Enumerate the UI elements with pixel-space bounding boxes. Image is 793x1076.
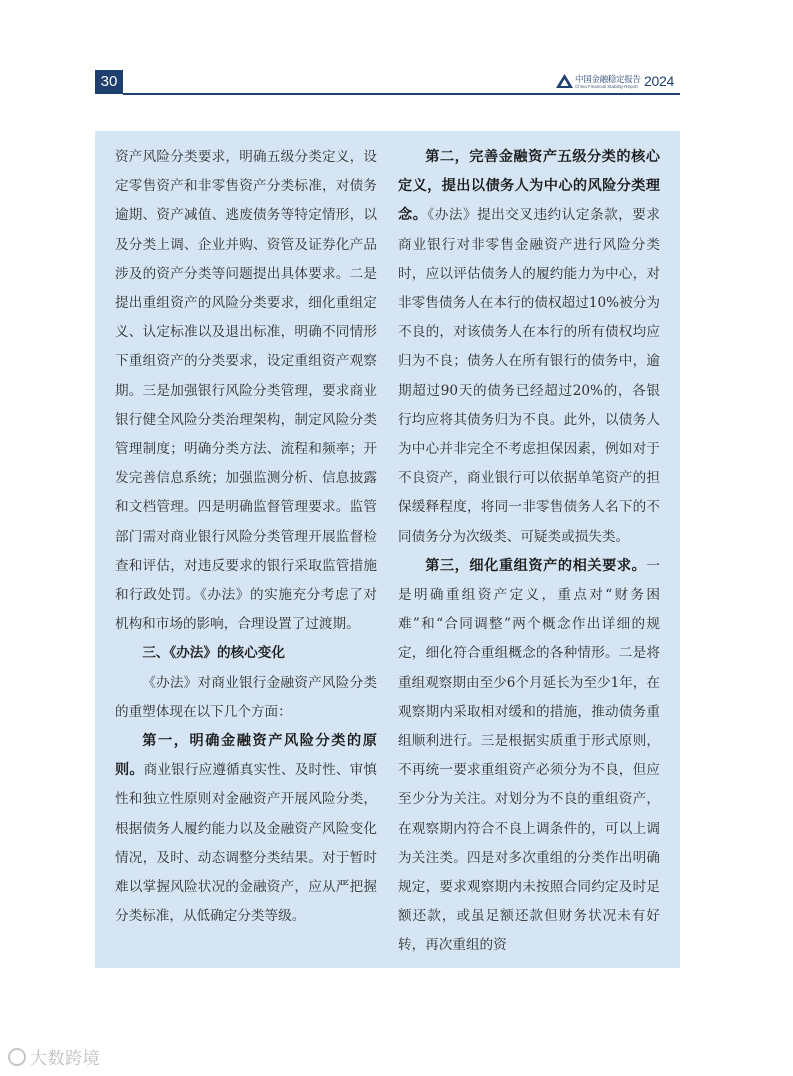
watermark-logo-icon xyxy=(8,1048,26,1066)
header-rule xyxy=(123,93,680,95)
core-definition-text: 《办法》提出交叉违约认定条款，要求商业银行对非零售金融资产进行风险分类时，应以评估债务人的履约能力为中心，对非零售债务人在本行的债权超过10%被分为不良的，对该债务人在本行的所有债权均应归为不良；债务人在所有银行的债务中，逾期超过90天的债务已经超过20%的，各银行均应将其债务归为不良。此外，以债务人为中心并非完全不考虑担保因素，例如对于不良资产，商业银行可以依据单笔资产的担保缓释程度，将同一非零售债务人名下的不同债务分为次级类、可疑类或损失类。 xyxy=(398,207,660,545)
right-paragraph-2 xyxy=(398,552,660,961)
left-paragraph-1: 资产风险分类要求，明确五级分类定义，设定零售资产和非零售资产分类标准，对债务逾期、资产减值、逃废债务等特定情形，以及分类上调、企业并购、资管及证券化产品涉及的资产分类等问题提出具体要求。二是提出重组资产的风险分类要求，细化重组定义、认定标准以及退出标准，明确不同情形下重组资产的分类要求，设定重组资产观察期。三是加强银行风险分类管理，要求商业银行健全风险分类治理架构，制定风险分类管理制度；明确分类方法、流程和频率；开发完善信息系统；加强监测分析、信息披露和文档管理。四是明确监督管理要求。监管部门需对商业银行风险分类管理开展监督检查和评估，对违反要求的银行采取监管措施和行政处罚。《办法》的实施充分考虑了对机构和市场的影响，合理设置了过渡期。 xyxy=(115,149,377,633)
watermark xyxy=(8,1044,100,1069)
restructured-assets-title: 第三，细化重组资产的相关要求。 xyxy=(425,557,647,574)
left-column xyxy=(115,143,377,931)
left-paragraph-2: 《办法》对商业银行金融资产风险分类的重塑体现在以下几个方面： xyxy=(115,674,377,720)
brand-year: 2024 xyxy=(644,73,674,89)
section-heading: 三、《办法》的核心变化 xyxy=(142,645,285,662)
watermark-text: 大数跨境 xyxy=(30,1049,100,1069)
restructured-assets-text: 一是明确重组资产定义，重点对“财务困难”和“合同调整”两个概念作出详细的规定，细化符合重组概念的各种情形。二是将重组观察期由至少6个月延长为至少1年，在观察期内采取相对缓和的措施，推动债务重组顺利进行。三是根据实质重于形式原则，不再统一要求重组资产必须分为不良，但应至少分为关注。对划分为不良的重组资产，在观察期内符合不良上调条件的，可以上调为关注类。四是对多次重组的分类作出明确规定，要求观察期内未按照合同约定及时足额还款，或虽足额还款但财务状况未有好转，再次重组的资 xyxy=(398,557,660,954)
right-column xyxy=(398,143,660,961)
page-number: 30 xyxy=(95,70,123,94)
core-definition-title: 第二，完善金融资产五级分类的核心定义，提出以债务人为中心的风险分类理念。 xyxy=(398,149,660,224)
report-brand xyxy=(556,72,680,92)
brand-title-cn: 中国金融稳定报告 xyxy=(575,75,641,85)
brand-title-en: China Financial Stability Report xyxy=(575,84,638,89)
report-logo-icon xyxy=(556,74,573,88)
left-paragraph-3 xyxy=(115,727,377,931)
principle-text: 商业银行应遵循真实性、及时性、审慎性和独立性原则对金融资产开展风险分类，根据债务人履约能力以及金融资产风险变化情况，及时、动态调整分类结果。对于暂时难以掌握风险状况的金融资产，应从严把握分类标准，从低确定分类等级。 xyxy=(115,762,377,925)
principle-title: 第一，明确金融资产风险分类的原则。 xyxy=(115,733,377,779)
right-paragraph-1 xyxy=(398,143,660,552)
content-panel xyxy=(95,131,680,968)
